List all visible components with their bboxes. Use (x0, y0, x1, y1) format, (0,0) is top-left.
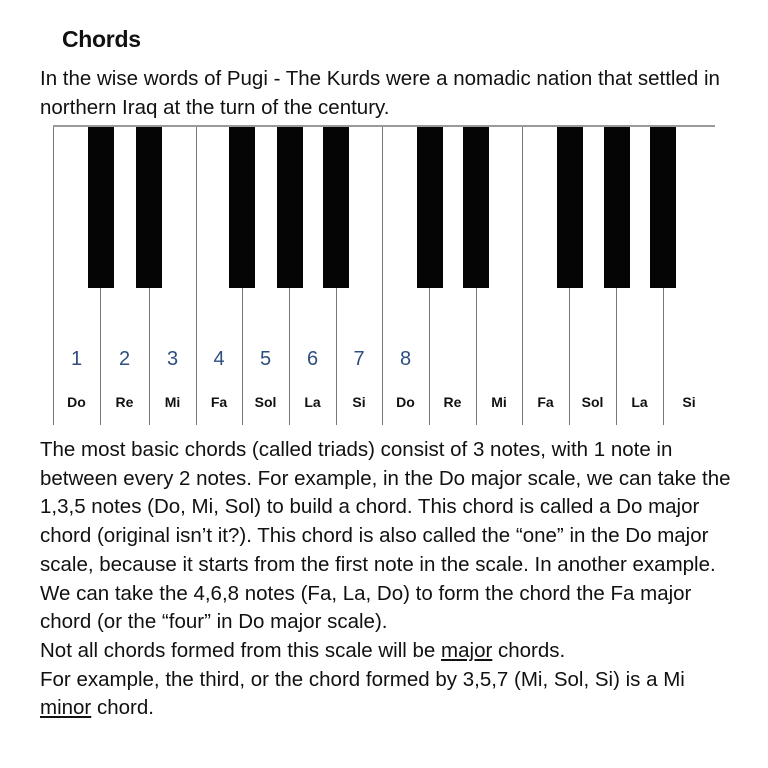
note-name-label: Re (443, 394, 462, 410)
scale-degree-number: 8 (399, 348, 412, 370)
note-name-label: Si (682, 394, 696, 410)
black-key (88, 127, 114, 288)
note-name-label: La (304, 394, 321, 410)
underlined-minor: minor (40, 696, 92, 720)
paragraph-major: Not all chords formed from this scale will be major chords. (40, 638, 566, 662)
scale-degree-number: 7 (353, 348, 365, 370)
black-key (557, 127, 583, 288)
paragraph-minor: For example, the third, or the chord formed by 3,5,7 (Mi, Sol, Si) is a Mi minor chord. (40, 667, 685, 720)
black-key (463, 127, 489, 288)
body-text (40, 436, 740, 723)
note-name-label: Sol (254, 394, 277, 410)
black-key (417, 127, 443, 288)
scale-degree-number: 6 (306, 348, 319, 370)
black-key (650, 127, 676, 288)
scale-degree-number: 2 (118, 348, 131, 370)
note-name-label: Do (67, 394, 86, 410)
scale-degree-number: 4 (213, 348, 225, 370)
scale-degree-number: 3 (166, 348, 179, 370)
note-name-label: Mi (164, 394, 181, 410)
scale-degree-number: 5 (259, 348, 272, 370)
note-name-label: Si (352, 394, 366, 410)
note-name-label: La (631, 394, 648, 410)
note-name-label: Fa (537, 394, 554, 410)
piano-keyboard (53, 125, 715, 427)
black-key (229, 127, 255, 288)
note-name-label: Mi (491, 394, 507, 410)
black-key (136, 127, 162, 288)
intro-text: In the wise words of Pugi - The Kurds were a nomadic nation that settled in northern Iraq at the turn of the century. (40, 67, 720, 119)
note-name-label: Re (115, 394, 134, 410)
note-name-label: Fa (210, 394, 228, 410)
page-title: Chords (62, 26, 141, 52)
black-key (277, 127, 303, 288)
black-key (604, 127, 630, 288)
black-key (323, 127, 349, 288)
note-name-label: Sol (581, 394, 604, 410)
scale-degree-number: 1 (70, 348, 83, 370)
note-name-label: Do (396, 394, 415, 410)
underlined-major: major (441, 638, 493, 662)
paragraph-triads: The most basic chords (called triads) consist of 3 notes, with 1 note in between every 2 notes. For example, in the Do major scale, we can take the 1,3,5 notes (Do, Mi, Sol) to build a chord. This chord is called a Do major chord (original isn’t it?). This chord is also called the “one” in the Do major scale, because it starts from the first note in the scale. In another example. We can take the 4,6,8 notes (Fa, La, Do) to form the chord the Fa major chord (or the “four” in Do major scale). (40, 438, 731, 634)
